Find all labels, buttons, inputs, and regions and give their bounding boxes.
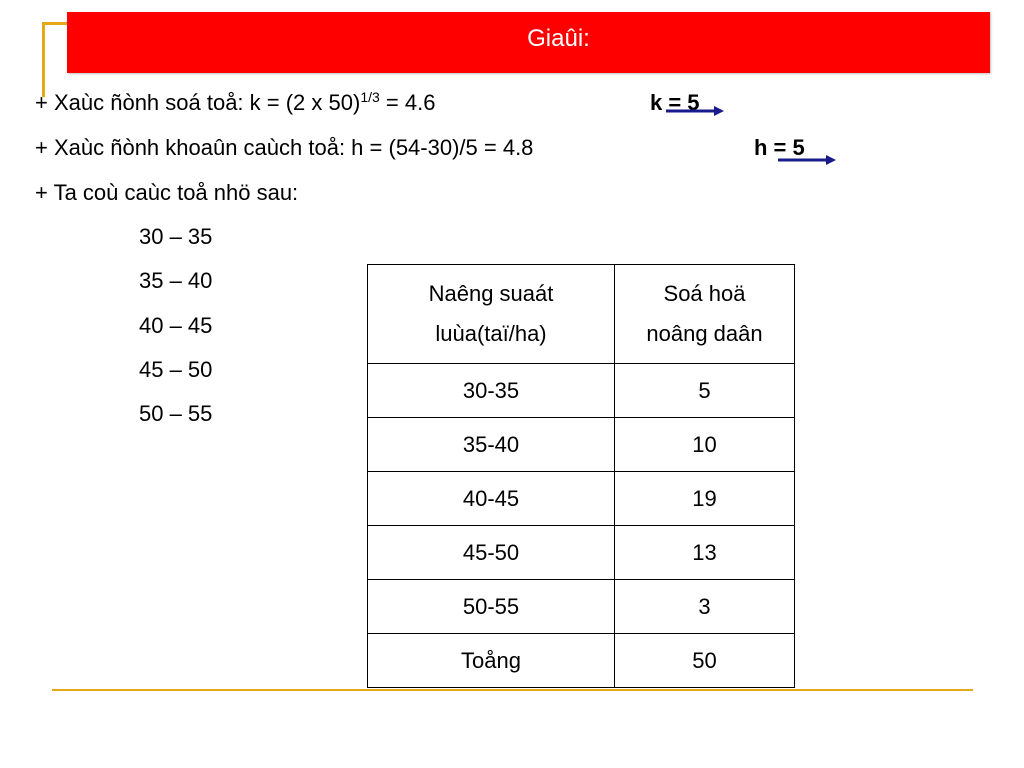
arrow-right-icon bbox=[664, 102, 726, 118]
title-bar bbox=[67, 12, 990, 73]
table-row bbox=[368, 418, 795, 472]
interval-item: 40 – 45 bbox=[139, 313, 213, 338]
frequency-table bbox=[367, 264, 795, 688]
table-row bbox=[368, 364, 795, 418]
header-households-line1: Soá hoä bbox=[663, 281, 746, 306]
header-yield bbox=[368, 265, 615, 364]
line-k-formula bbox=[35, 90, 435, 116]
cell-total-count: 50 bbox=[615, 634, 795, 688]
interval-item: 35 – 40 bbox=[139, 268, 213, 293]
interval-item: 45 – 50 bbox=[139, 357, 213, 382]
cell-count: 10 bbox=[615, 418, 795, 472]
line-k-text: + Xaùc ñònh soá toå: k = (2 x 50) bbox=[35, 90, 361, 115]
bottom-divider bbox=[52, 689, 973, 691]
table-row bbox=[368, 472, 795, 526]
cell-range: 35-40 bbox=[368, 418, 615, 472]
header-yield-line2: luùa(taï/ha) bbox=[435, 321, 547, 346]
table-header-row bbox=[368, 265, 795, 364]
cell-total-label: Toång bbox=[368, 634, 615, 688]
cell-range: 50-55 bbox=[368, 580, 615, 634]
cell-range: 40-45 bbox=[368, 472, 615, 526]
interval-item: 30 – 35 bbox=[139, 224, 213, 249]
slide-title: Giaûi: bbox=[527, 24, 590, 52]
table-row bbox=[368, 580, 795, 634]
interval-item: 50 – 55 bbox=[139, 401, 213, 426]
header-households bbox=[615, 265, 795, 364]
header-yield-line1: Naêng suaát bbox=[428, 281, 554, 306]
line-h-formula: + Xaùc ñònh khoaûn caùch toå: h = (54-30)/5 = 4.8 bbox=[35, 135, 534, 160]
table-total-row bbox=[368, 634, 795, 688]
arrow-right-icon bbox=[776, 152, 838, 168]
cell-count: 3 bbox=[615, 580, 795, 634]
result-h: h = 5 bbox=[754, 135, 805, 160]
cell-range: 30-35 bbox=[368, 364, 615, 418]
line-k-exponent: 1/3 bbox=[360, 89, 380, 105]
result-k: k = 5 bbox=[650, 90, 700, 115]
cell-count: 19 bbox=[615, 472, 795, 526]
cell-range: 45-50 bbox=[368, 526, 615, 580]
cell-count: 5 bbox=[615, 364, 795, 418]
header-households-line2: noâng daân bbox=[646, 321, 763, 346]
line-groups-intro: + Ta coù caùc toå nhö sau: bbox=[35, 180, 299, 205]
table-row bbox=[368, 526, 795, 580]
line-k-tail: = 4.6 bbox=[379, 90, 436, 115]
cell-count: 13 bbox=[615, 526, 795, 580]
